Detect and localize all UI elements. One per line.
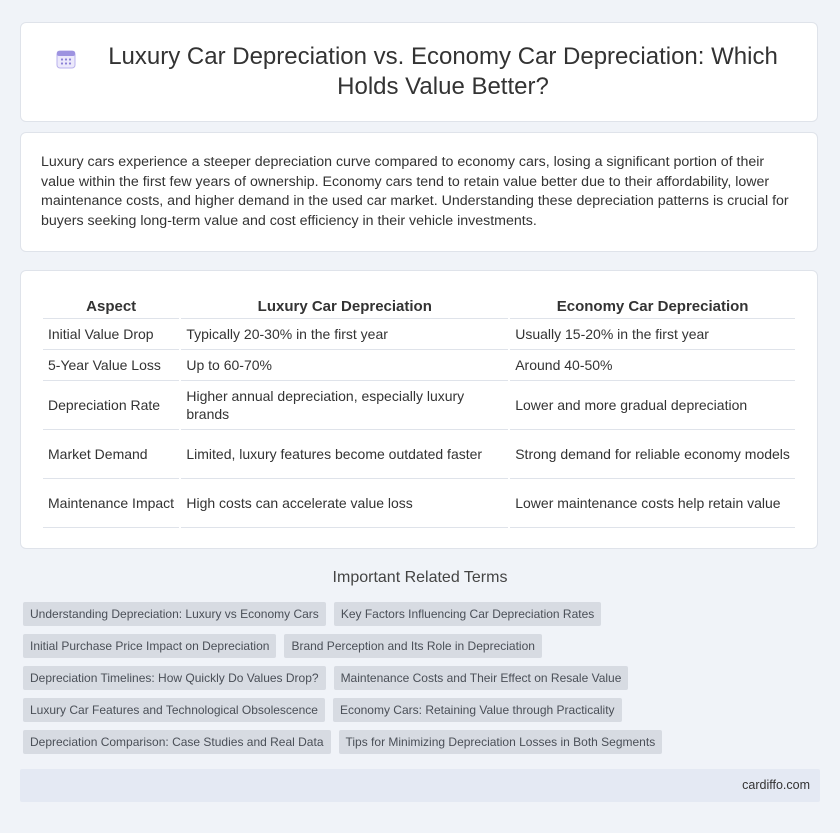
summary-text: Luxury cars experience a steeper depreciation curve compared to economy cars, losing a significant portion of their value within the first few years of ownership. Economy cars tend to retain value better due to their affordability, lower maintenance costs, and higher demand in the used car market. Understanding these depreciation patterns is crucial for buyers seeking long-term value and cost efficiency in their vehicle investments. xyxy=(41,154,789,229)
tag-row xyxy=(23,602,823,626)
table-row xyxy=(43,430,795,479)
tag-row xyxy=(23,698,823,722)
table-cell: Up to 60-70% xyxy=(181,350,508,381)
related-terms-title: Important Related Terms xyxy=(332,569,508,586)
table-row xyxy=(43,319,795,350)
related-term-tag[interactable]: Key Factors Influencing Car Depreciation Rates xyxy=(334,602,601,626)
related-term-tag[interactable]: Economy Cars: Retaining Value through Practicality xyxy=(333,698,622,722)
table-row xyxy=(43,479,795,528)
table-cell: Limited, luxury features become outdated faster xyxy=(181,430,508,479)
column-header-economy: Economy Car Depreciation xyxy=(510,293,795,319)
comparison-table-card xyxy=(20,270,818,549)
tag-row xyxy=(23,730,823,754)
header-card xyxy=(20,22,818,122)
table-cell: Market Demand xyxy=(43,430,179,479)
table-cell: Typically 20-30% in the first year xyxy=(181,319,508,350)
table-cell: Initial Value Drop xyxy=(43,319,179,350)
table-cell: Lower and more gradual depreciation xyxy=(510,381,795,430)
table-cell: Strong demand for reliable economy models xyxy=(510,430,795,479)
related-term-tag[interactable]: Maintenance Costs and Their Effect on Resale Value xyxy=(334,666,629,690)
tag-row xyxy=(23,634,823,658)
calendar-icon xyxy=(55,48,77,70)
table-header-row xyxy=(43,293,795,319)
table-cell: Higher annual depreciation, especially luxury brands xyxy=(181,381,508,430)
table-cell: High costs can accelerate value loss xyxy=(181,479,508,528)
related-term-tag[interactable]: Tips for Minimizing Depreciation Losses in Both Segments xyxy=(339,730,663,754)
summary-card xyxy=(20,132,818,252)
column-header-aspect: Aspect xyxy=(43,293,179,319)
table-cell: Maintenance Impact xyxy=(43,479,179,528)
table-cell: Depreciation Rate xyxy=(43,381,179,430)
table-cell: Lower maintenance costs help retain value xyxy=(510,479,795,528)
related-term-tag[interactable]: Depreciation Timelines: How Quickly Do Values Drop? xyxy=(23,666,326,690)
table-cell: Usually 15-20% in the first year xyxy=(510,319,795,350)
related-term-tag[interactable]: Understanding Depreciation: Luxury vs Economy Cars xyxy=(23,602,326,626)
related-term-tag[interactable]: Initial Purchase Price Impact on Depreciation xyxy=(23,634,276,658)
comparison-table xyxy=(41,293,797,528)
footer xyxy=(20,769,820,802)
table-row xyxy=(43,381,795,430)
tag-row xyxy=(23,666,823,690)
footer-site-link[interactable]: cardiffo.com xyxy=(742,778,810,792)
page-title: Luxury Car Depreciation vs. Economy Car Depreciation: Which Holds Value Better? xyxy=(108,43,778,100)
related-term-tag[interactable]: Depreciation Comparison: Case Studies and Real Data xyxy=(23,730,331,754)
header xyxy=(39,42,799,102)
column-header-luxury: Luxury Car Depreciation xyxy=(181,293,508,319)
table-cell: 5-Year Value Loss xyxy=(43,350,179,381)
table-row xyxy=(43,350,795,381)
related-term-tag[interactable]: Luxury Car Features and Technological Obsolescence xyxy=(23,698,325,722)
related-terms-list xyxy=(23,602,823,762)
related-term-tag[interactable]: Brand Perception and Its Role in Depreciation xyxy=(284,634,541,658)
table-cell: Around 40-50% xyxy=(510,350,795,381)
